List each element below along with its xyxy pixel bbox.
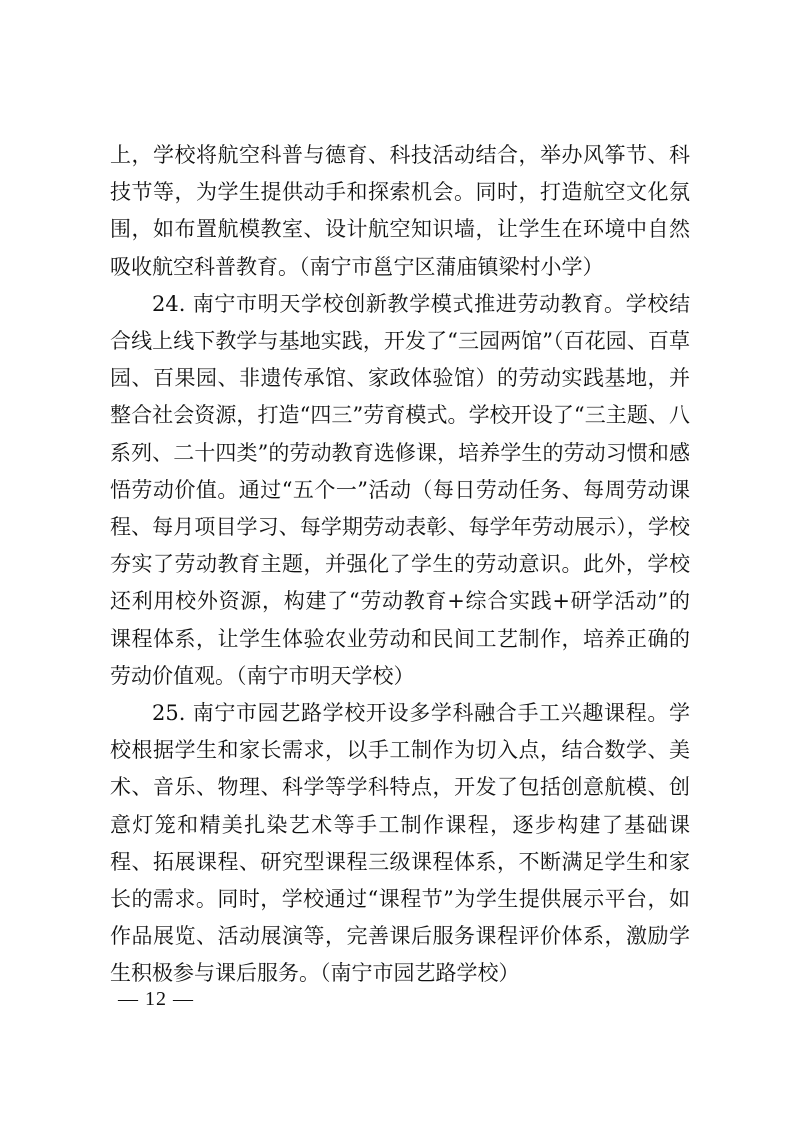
paragraph-continuation: 上，学校将航空科普与德育、科技活动结合，举办风筝节、科技节等，为学生提供动手和探索机会。同时，打造航空文化氛围，如布置航模教室、设计航空知识墙，让学生在环境中自然吸收航空科普教育。（南宁市邕宁区蒲庙镇梁村小学） (110, 143, 690, 279)
page-number: — 12 — (118, 988, 194, 1010)
paragraph-item-24: 24. 南宁市明天学校创新教学模式推进劳动教育。学校结合线上线下教学与基地实践，开发了“三园两馆”（百花园、百草园、百果园、非遗传承馆、家政体验馆）的劳动实践基地，并整合社会资源，打造“四三”劳育模式。学校开设了“三主题、八系列、二十四类”的劳动教育选修课，培养学生的劳动习惯和感悟劳动价值。通过“五个一”活动（每日劳动任务、每周劳动课程、每月项目学习、每学期劳动表彰、每学年劳动展示），学校夯实了劳动教育主题，并强化了学生的劳动意识。此外，学校还利用校外资源，构建了“劳动教育+综合实践+研学活动”的课程体系，让学生体验农业劳动和民间工艺制作，培养正确的劳动价值观。（南宁市明天学校） (110, 291, 690, 688)
body-text (110, 137, 690, 993)
paragraph-item-25: 25. 南宁市园艺路学校开设多学科融合手工兴趣课程。学校根据学生和家长需求，以手工制作为切入点，结合数学、美术、音乐、物理、科学等学科特点，开发了包括创意航模、创意灯笼和精美扎染艺术等手工制作课程，逐步构建了基础课程、拓展课程、研究型课程三级课程体系，不断满足学生和家长的需求。同时，学校通过“课程节”为学生提供展示平台，如作品展览、活动展演等，完善课后服务课程评价体系，激励学生积极参与课后服务。（南宁市园艺路学校） (110, 701, 690, 986)
